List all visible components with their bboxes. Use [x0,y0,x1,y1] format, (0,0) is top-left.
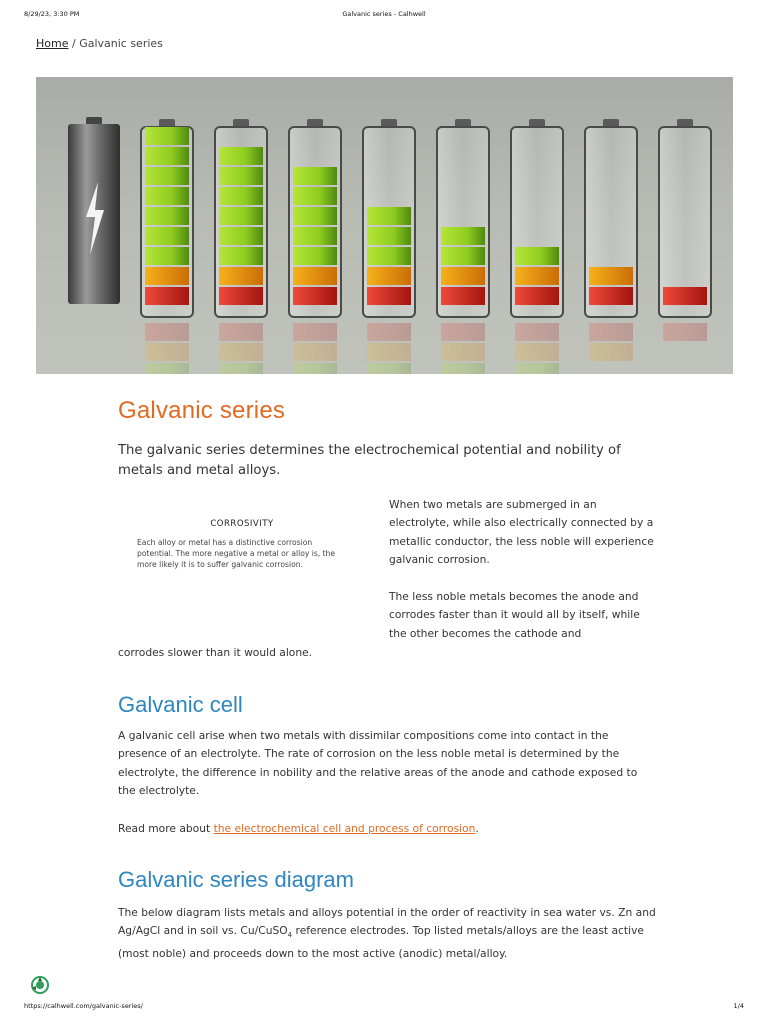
corrosivity-text: Each alloy or metal has a distinctive corrosion potential. The more negative a metal or alloy is, the more likely it is to suffer galvanic corrosion. [137,538,336,570]
battery-charge-segment [663,287,707,305]
battery-charge-segment [293,267,337,285]
battery-charge-segment [145,247,189,265]
battery-terminal [86,117,102,125]
paragraph-anode: The less noble metals becomes the anode and corrodes faster than it would all by itself, while the other becomes the cathode and [389,590,640,640]
paragraph-two-metals: When two metals are submerged in an electrolyte, while also electrically connected by a metallic conductor, the less noble will experience galvanic corrosion. [389,498,654,567]
battery-charge-segment [145,187,189,205]
diagram-text-subscript: 4 [287,931,293,940]
lead-paragraph: The galvanic series determines the electrochemical potential and nobility of metals and metal alloys. [118,443,621,478]
print-page-number: 1/4 [733,1002,744,1010]
battery-charge-segment [219,147,263,165]
breadcrumb-home-link[interactable]: Home [36,37,69,50]
battery-charge-segment [441,247,485,265]
battery-charge-segment [219,167,263,185]
battery-charge-segment [441,287,485,305]
battery-reflection-segment [589,323,633,341]
battery-reflection-segment [589,343,633,361]
battery-charge-segment [589,287,633,305]
battery-charge-segment [293,247,337,265]
galvanic-diagram-heading: Galvanic series diagram [118,867,354,892]
battery-reflection-segment [219,323,263,341]
battery-charge-segment [367,207,411,225]
galvanic-cell-paragraph: A galvanic cell arise when two metals with dissimilar compositions come into contact in the presence of an electrolyte. The rate of corrosion on the less noble metal is determined by the electrolyte, the difference in nobility and the relative areas of the anode and cathode exposed to the electrolyte. [118,729,638,798]
battery-charge-segment [219,227,263,245]
battery-reflection-segment [145,363,189,374]
corrosivity-callout [137,519,347,571]
breadcrumb [36,37,163,50]
calhwell-logo-icon [31,976,49,994]
page-title: Galvanic series [118,397,286,424]
battery-reflection-segment [441,343,485,361]
battery-charge-segment [515,247,559,265]
battery-reflection-segment [441,323,485,341]
battery-reflection-segment [515,363,559,374]
print-date: 8/29/23, 3:30 PM [24,10,80,18]
print-url: https://calhwell.com/galvanic-series/ [24,1002,143,1010]
read-more-paragraph [118,820,658,838]
battery-illustration [36,77,733,374]
print-header [24,10,744,22]
battery-reflection-segment [219,363,263,374]
battery-charge-segment [441,267,485,285]
diagram-text-a: The below diagram lists metals and alloys potential in the order of reactivity in sea water vs. Zn and Ag/AgCl and in soil vs. Cu/CuSO [118,906,656,938]
diagram-text-b: reference electrodes. Top listed metals/alloys are the least active (most noble) and proceeds down to the most active (anodic) metal/alloy. [118,924,644,960]
battery-charge-segment [219,247,263,265]
battery-reflection-segment [367,323,411,341]
battery-reflection-segment [515,323,559,341]
breadcrumb-separator: / [68,37,80,50]
galvanic-diagram-paragraph [118,904,658,963]
print-title: Galvanic series - Calhwell [342,10,426,18]
battery-reflection-segment [145,323,189,341]
battery-charge-segment [293,207,337,225]
battery-charge-segment [145,267,189,285]
electrochemical-cell-link[interactable]: the electrochemical cell and process of corrosion [213,822,476,835]
battery-charge-segment [515,267,559,285]
battery-charge-segment [219,187,263,205]
battery-charge-segment [589,267,633,285]
battery-charge-segment [293,187,337,205]
battery-reflection-segment [293,323,337,341]
battery-reflection-segment [219,343,263,361]
paragraph-anode-continued: corrodes slower than it would alone. [118,646,313,659]
breadcrumb-current: Galvanic series [79,37,163,50]
battery-charge-segment [145,167,189,185]
battery-reflection-segment [145,343,189,361]
battery-charge-segment [367,267,411,285]
battery-charge-segment [515,287,559,305]
battery-charge-segment [145,127,189,145]
battery-charge-segment [293,287,337,305]
hero-image [36,77,733,374]
battery-reflection-segment [293,363,337,374]
battery-charge-segment [145,207,189,225]
read-more-suffix: . [475,822,479,835]
battery-charge-segment [367,247,411,265]
battery-charge-segment [219,207,263,225]
battery-reflection-segment [293,343,337,361]
galvanic-cell-heading: Galvanic cell [118,692,243,717]
battery-charge-segment [293,227,337,245]
battery-charge-segment [145,287,189,305]
battery-reflection-segment [441,363,485,374]
battery-charge-segment [145,147,189,165]
battery-charge-segment [293,167,337,185]
battery-reflection-segment [367,343,411,361]
battery-charge-segment [367,287,411,305]
battery-charge-segment [219,287,263,305]
battery-charge-segment [441,227,485,245]
read-more-prefix: Read more about [118,822,214,835]
battery-charge-segment [219,267,263,285]
battery-charge-segment [367,227,411,245]
corrosivity-heading: CORROSIVITY [210,519,274,529]
battery-reflection-segment [515,343,559,361]
battery-charge-segment [145,227,189,245]
battery-reflection-segment [367,363,411,374]
battery-reflection-segment [663,323,707,341]
